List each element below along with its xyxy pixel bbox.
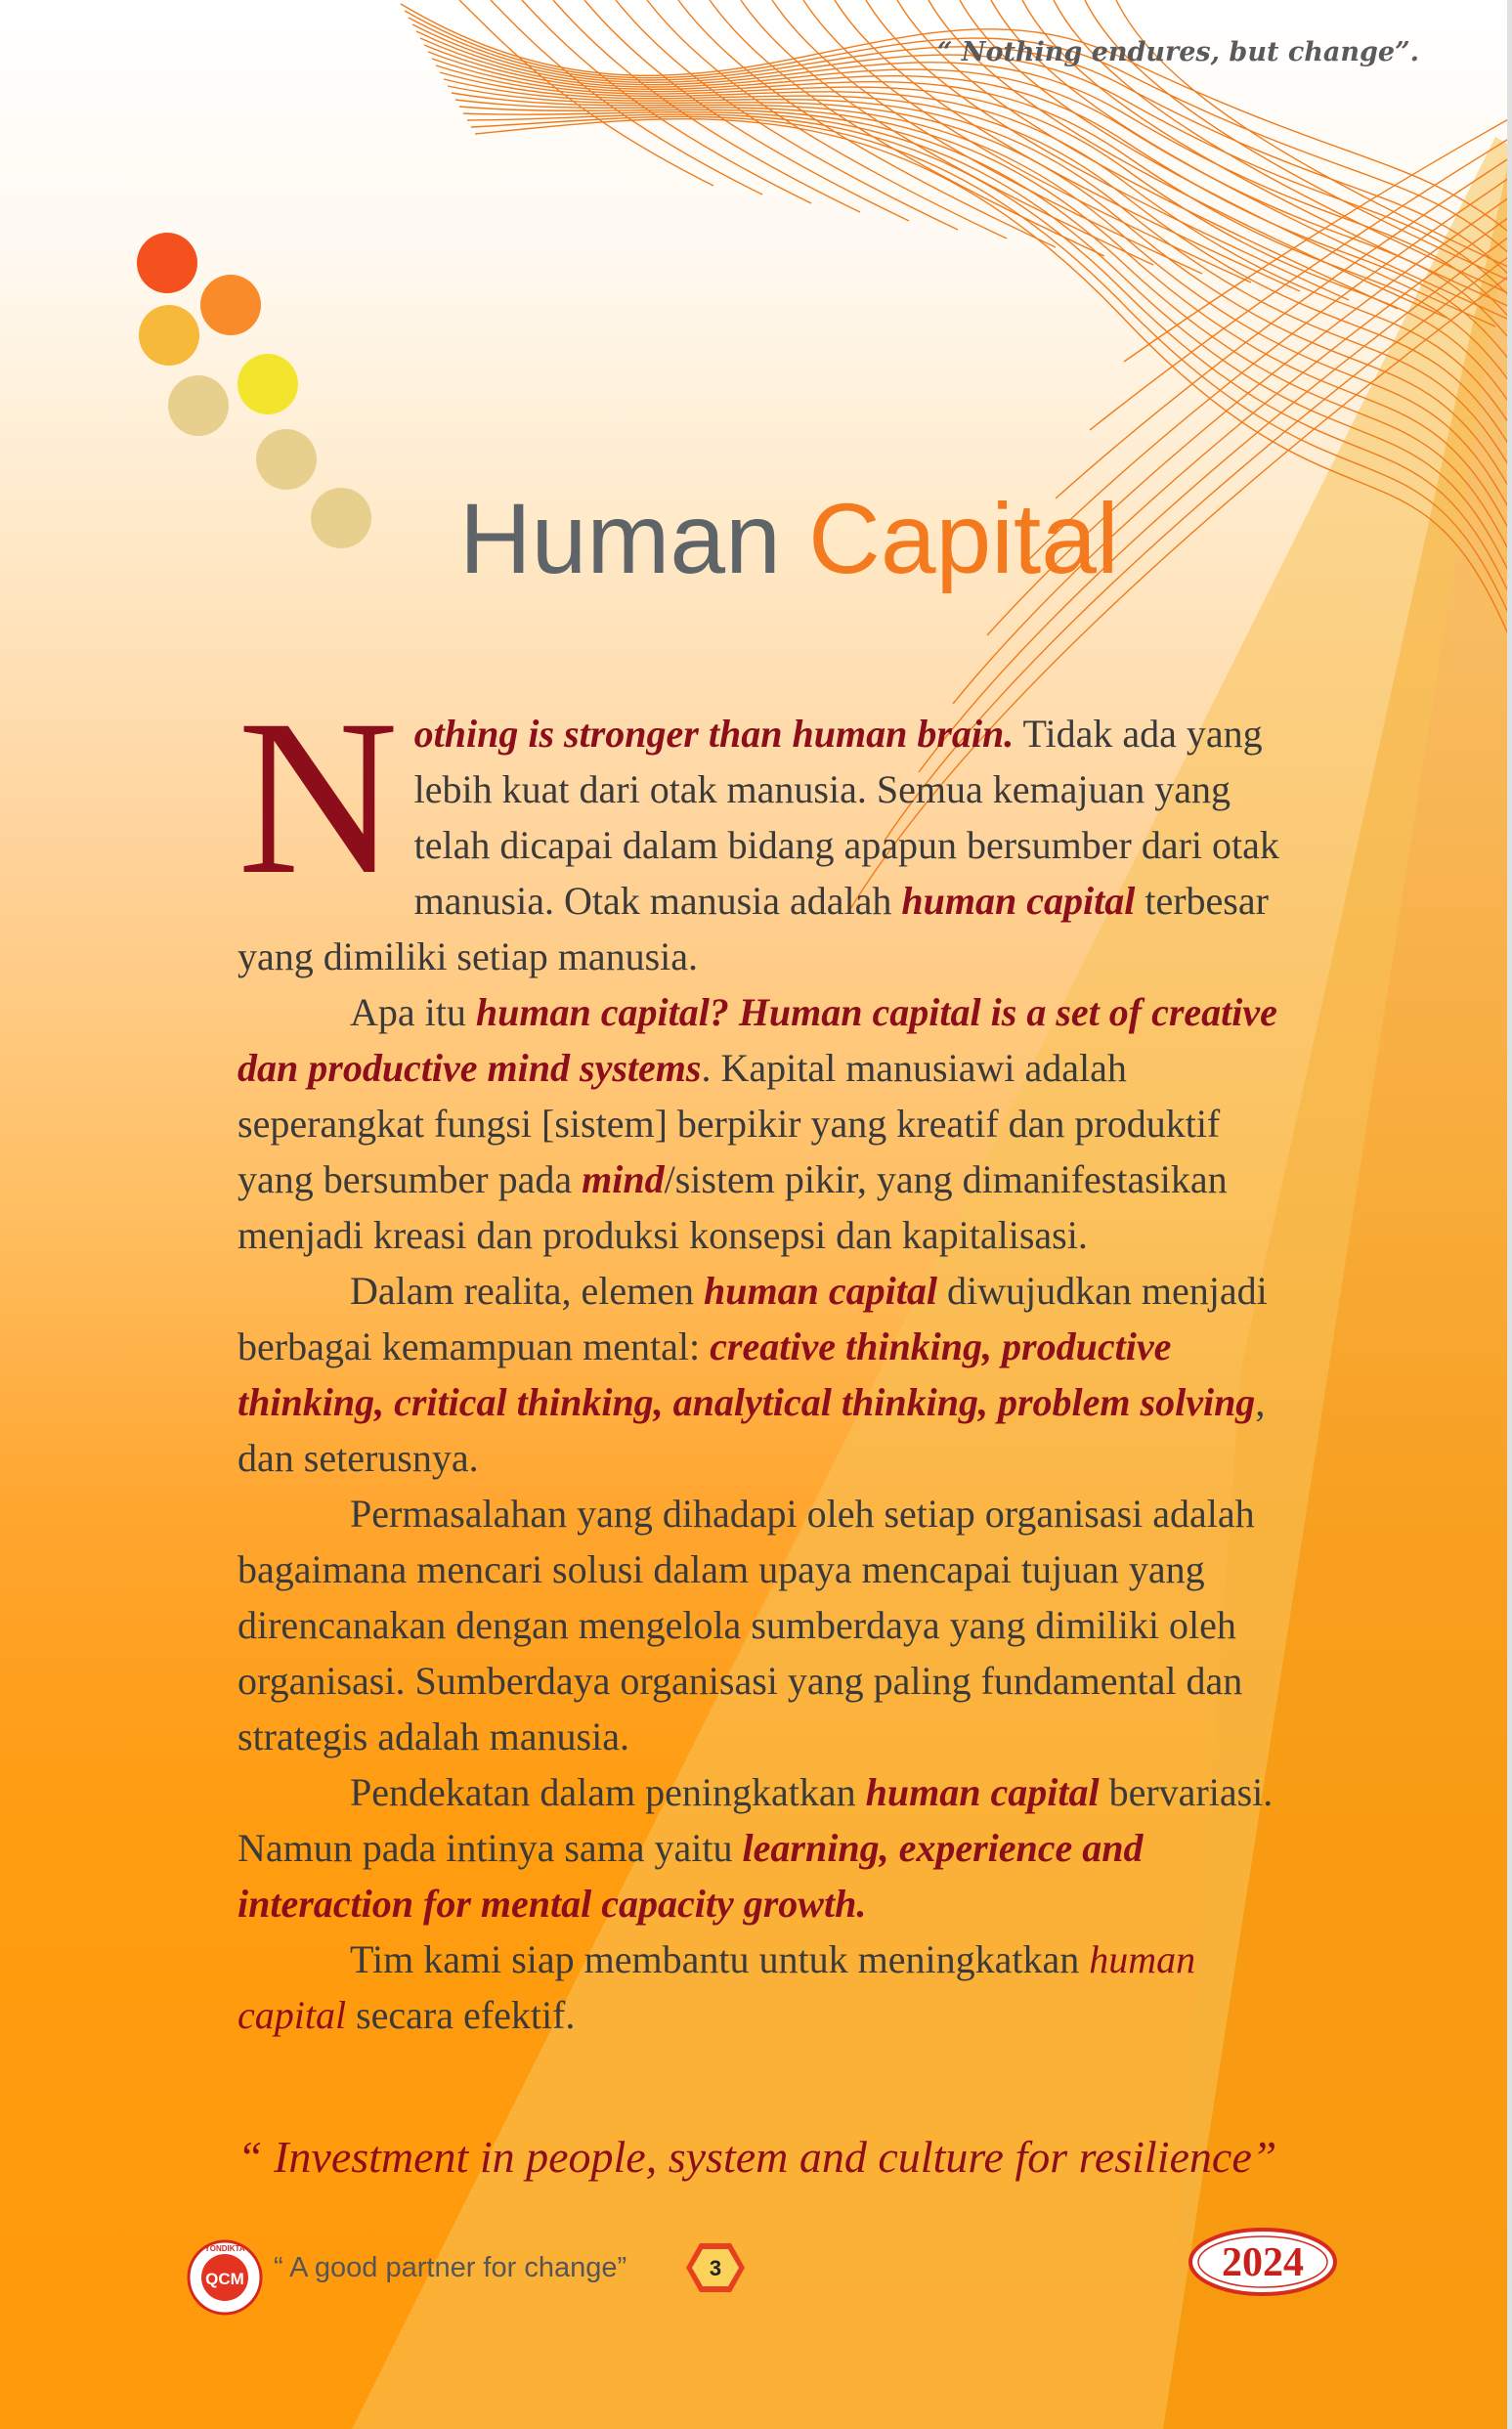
paragraph-text: Apa itu (350, 990, 476, 1034)
paragraph-4 (238, 1486, 1303, 1764)
lead-emphasis: othing is stronger than human brain. (413, 712, 1015, 756)
paragraph-3 (238, 1263, 1303, 1486)
year-text: 2024 (1222, 2240, 1304, 2285)
emphasis-text: learning, experience and interaction for mental capacity growth. (238, 1826, 1144, 1926)
decor-dot (238, 354, 298, 414)
paragraph-text: bervariasi. Namun pada intinya sama yaitu (238, 1770, 1274, 1870)
page-edge (1507, 0, 1512, 2429)
emphasis-text: mind (582, 1157, 665, 1201)
paragraph-text: Tidak ada yang lebih kuat dari otak manusia. Semua kemajuan yang telah dicapai dalam bidang apapun bersumber dari otak manusia. Otak manusia adalah (413, 712, 1279, 923)
article-body (238, 674, 1303, 2043)
decor-dot (311, 488, 371, 548)
emphasis-text: human capital (901, 879, 1136, 923)
emphasis-text: human capital? Human capital is a set of creative dan productive mind systems (238, 990, 1277, 1090)
paragraph-text: , dan seterusnya. (238, 1380, 1266, 1480)
header-quote: “ Nothing endures, but change”. (936, 37, 1419, 67)
paragraph-1 (238, 674, 1303, 984)
logo-text: QCM (205, 2270, 244, 2288)
hexagon-badge-icon (684, 2240, 747, 2295)
emphasis-text: human capital (865, 1770, 1100, 1814)
paragraph-text: . Kapital manusiawi adalah seperangkat fungsi [sistem] berpikir yang kreatif dan produktif yang bersumber pada (238, 1046, 1221, 1201)
decor-dot (168, 375, 229, 436)
emphasis-text: human capital (704, 1269, 937, 1313)
drop-cap: N (238, 674, 399, 921)
emphasis-text: creative thinking, productive thinking, critical thinking, analytical thinking, problem solving (238, 1324, 1256, 1424)
title-word-human: Human (459, 483, 781, 594)
paragraph-text: Permasalahan yang dihadapi oleh setiap organisasi adalah bagaimana mencari solusi dalam upaya mencapai tujuan yang direncanakan dengan mengelola sumberdaya yang dimiliki oleh organisasi. Sumberdaya organisasi yang paling fundamental dan strategis adalah manusia. (238, 1492, 1255, 1758)
mesh-line (459, 0, 713, 186)
page-title (459, 483, 1119, 594)
paragraph-text: secara efektif. (346, 1993, 576, 2037)
paragraph-2 (238, 984, 1303, 1263)
title-word-capital: Capital (808, 483, 1119, 594)
paragraph-text: Pendekatan dalam peningkatkan (350, 1770, 866, 1814)
decor-dot (256, 429, 317, 490)
logo-ring-text: YONDIKTA (204, 2244, 245, 2253)
paragraph-6 (238, 1931, 1303, 2043)
footer-tagline: “ A good partner for change” (274, 2252, 627, 2283)
paragraph-text: Tim kami siap membantu untuk meningkatkan (350, 1937, 1090, 1981)
paragraph-5 (238, 1764, 1303, 1931)
paragraph-text: terbesar yang dimiliki setiap manusia. (238, 879, 1269, 978)
decor-dot (139, 305, 199, 366)
paragraph-text: diwujudkan menjadi berbagai kemampuan mental: (238, 1269, 1268, 1368)
decor-dot (137, 233, 197, 293)
paragraph-text: Dalam realita, elemen (350, 1269, 705, 1313)
page-number: 3 (709, 2256, 722, 2280)
decor-dot (200, 275, 261, 335)
paragraph-text: /sistem pikir, yang dimanifestasikan menjadi kreasi dan produksi konsepsi dan kapitalisasi. (238, 1157, 1228, 1257)
mesh-line (553, 0, 860, 212)
emphasis-text: human capital (238, 1937, 1196, 2037)
closing-quote: “ Investment in people, system and culture for resilience” (238, 2132, 1277, 2182)
oval-badge-icon (1188, 2227, 1338, 2297)
qcm-logo-icon (186, 2238, 264, 2317)
